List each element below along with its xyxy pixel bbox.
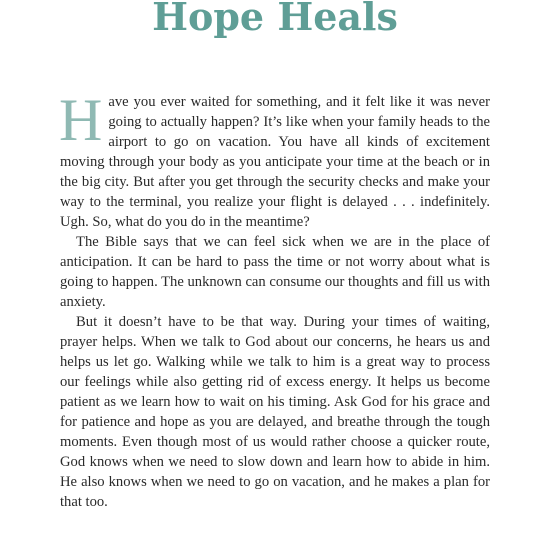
article-body	[59, 87, 490, 512]
paragraph-2: The Bible says that we can feel sick when we are in the place of anticipation. It can be hard to pass the time or not worry about what is going to happen. The unknown can consume our thoughts and fill us with anxiety.	[60, 234, 490, 310]
paragraph-3: But it doesn’t have to be that way. During your times of waiting, prayer helps. When we talk to God about our concerns, he hears us and helps us let go. Walking while we talk to him is a great way to process our feelings while also getting rid of excess energy. It helps us become patient as we learn how to wait on his timing. Ask God for his grace and for patience and hope as you are delayed, and breathe through the tough moments. Even though most of us would rather choose a quicker route, God knows when we need to slow down and learn how to abide in him. He also knows when we need to go on vacation, and he makes a plan for that too.	[60, 314, 490, 510]
paragraph-1	[59, 87, 490, 232]
page-title: Hope Heals	[152, 0, 398, 39]
drop-cap: H	[59, 87, 103, 153]
paragraph-1-text: ave you ever waited for something, and it felt like it was never going to actually happen? It’s like when your family heads to the airport to go on vacation. You have all kinds of excitement moving through your body as you anticipate your time at the beach or in the big city. But after you get through the security checks and make your way to the terminal, you realize your flight is delayed . . . indefinitely. Ugh. So, what do you do in the meantime?	[60, 94, 490, 230]
